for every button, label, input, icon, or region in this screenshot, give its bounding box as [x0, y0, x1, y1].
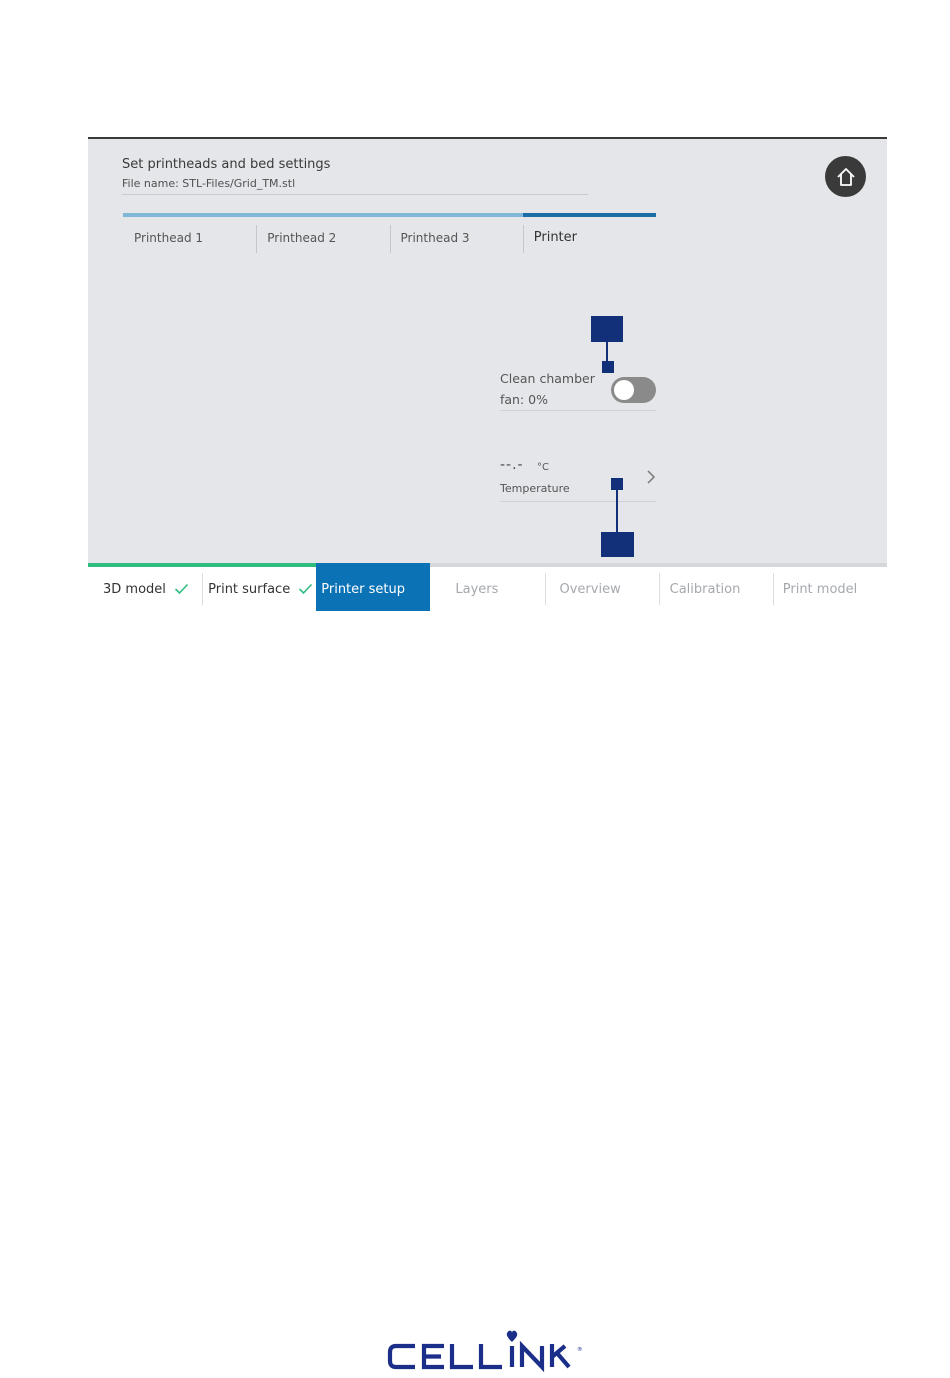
temperature-row-divider	[500, 501, 656, 502]
tab-printhead-2[interactable]: Printhead 2	[256, 213, 389, 253]
printhead-tabs	[123, 213, 656, 253]
callout-anchor-top	[602, 361, 614, 373]
home-icon	[835, 166, 857, 188]
tab-printer[interactable]: Printer	[523, 213, 656, 253]
callout-line-bottom	[616, 490, 618, 532]
fan-row-divider	[500, 410, 656, 411]
step-calibration[interactable]: Calibration	[659, 563, 773, 611]
home-button[interactable]	[825, 156, 866, 197]
toggle-knob	[614, 380, 634, 400]
clean-chamber-fan-toggle[interactable]	[611, 377, 656, 403]
temperature-label: Temperature	[500, 482, 570, 495]
temperature-value: --.-	[500, 457, 524, 473]
step-print-model[interactable]: Print model	[773, 563, 887, 611]
step-3d-model[interactable]	[88, 563, 202, 611]
chevron-right-icon[interactable]	[645, 469, 657, 485]
callout-line-top	[606, 342, 608, 362]
tab-printhead-3[interactable]: Printhead 3	[390, 213, 523, 253]
step-layers[interactable]: Layers	[430, 563, 544, 611]
step-print-surface[interactable]	[202, 563, 316, 611]
check-icon	[298, 583, 313, 595]
svg-text:®: ®	[577, 1347, 583, 1353]
printer-setup-screen	[88, 137, 887, 609]
workflow-steps	[88, 563, 887, 611]
callout-anchor-bottom	[611, 478, 623, 490]
tab-printhead-1[interactable]: Printhead 1	[123, 213, 256, 253]
page-title: Set printheads and bed settings	[122, 157, 331, 172]
callout-marker-bottom	[601, 532, 634, 557]
step-printer-setup[interactable]: Printer setup	[316, 563, 430, 611]
temperature-unit: °C	[537, 462, 549, 473]
step-label: Print surface	[208, 581, 291, 597]
fan-label-line2: fan: 0%	[500, 392, 548, 407]
cellink-logo	[387, 1329, 593, 1377]
callout-marker-top	[591, 316, 623, 342]
step-label: 3D model	[103, 581, 166, 597]
check-icon	[174, 583, 189, 595]
file-name: File name: STL-Files/Grid_TM.stl	[122, 177, 296, 190]
title-divider	[122, 194, 588, 195]
step-overview[interactable]: Overview	[545, 563, 659, 611]
clean-chamber-fan-label	[500, 368, 595, 410]
fan-label-line1: Clean chamber	[500, 371, 595, 386]
